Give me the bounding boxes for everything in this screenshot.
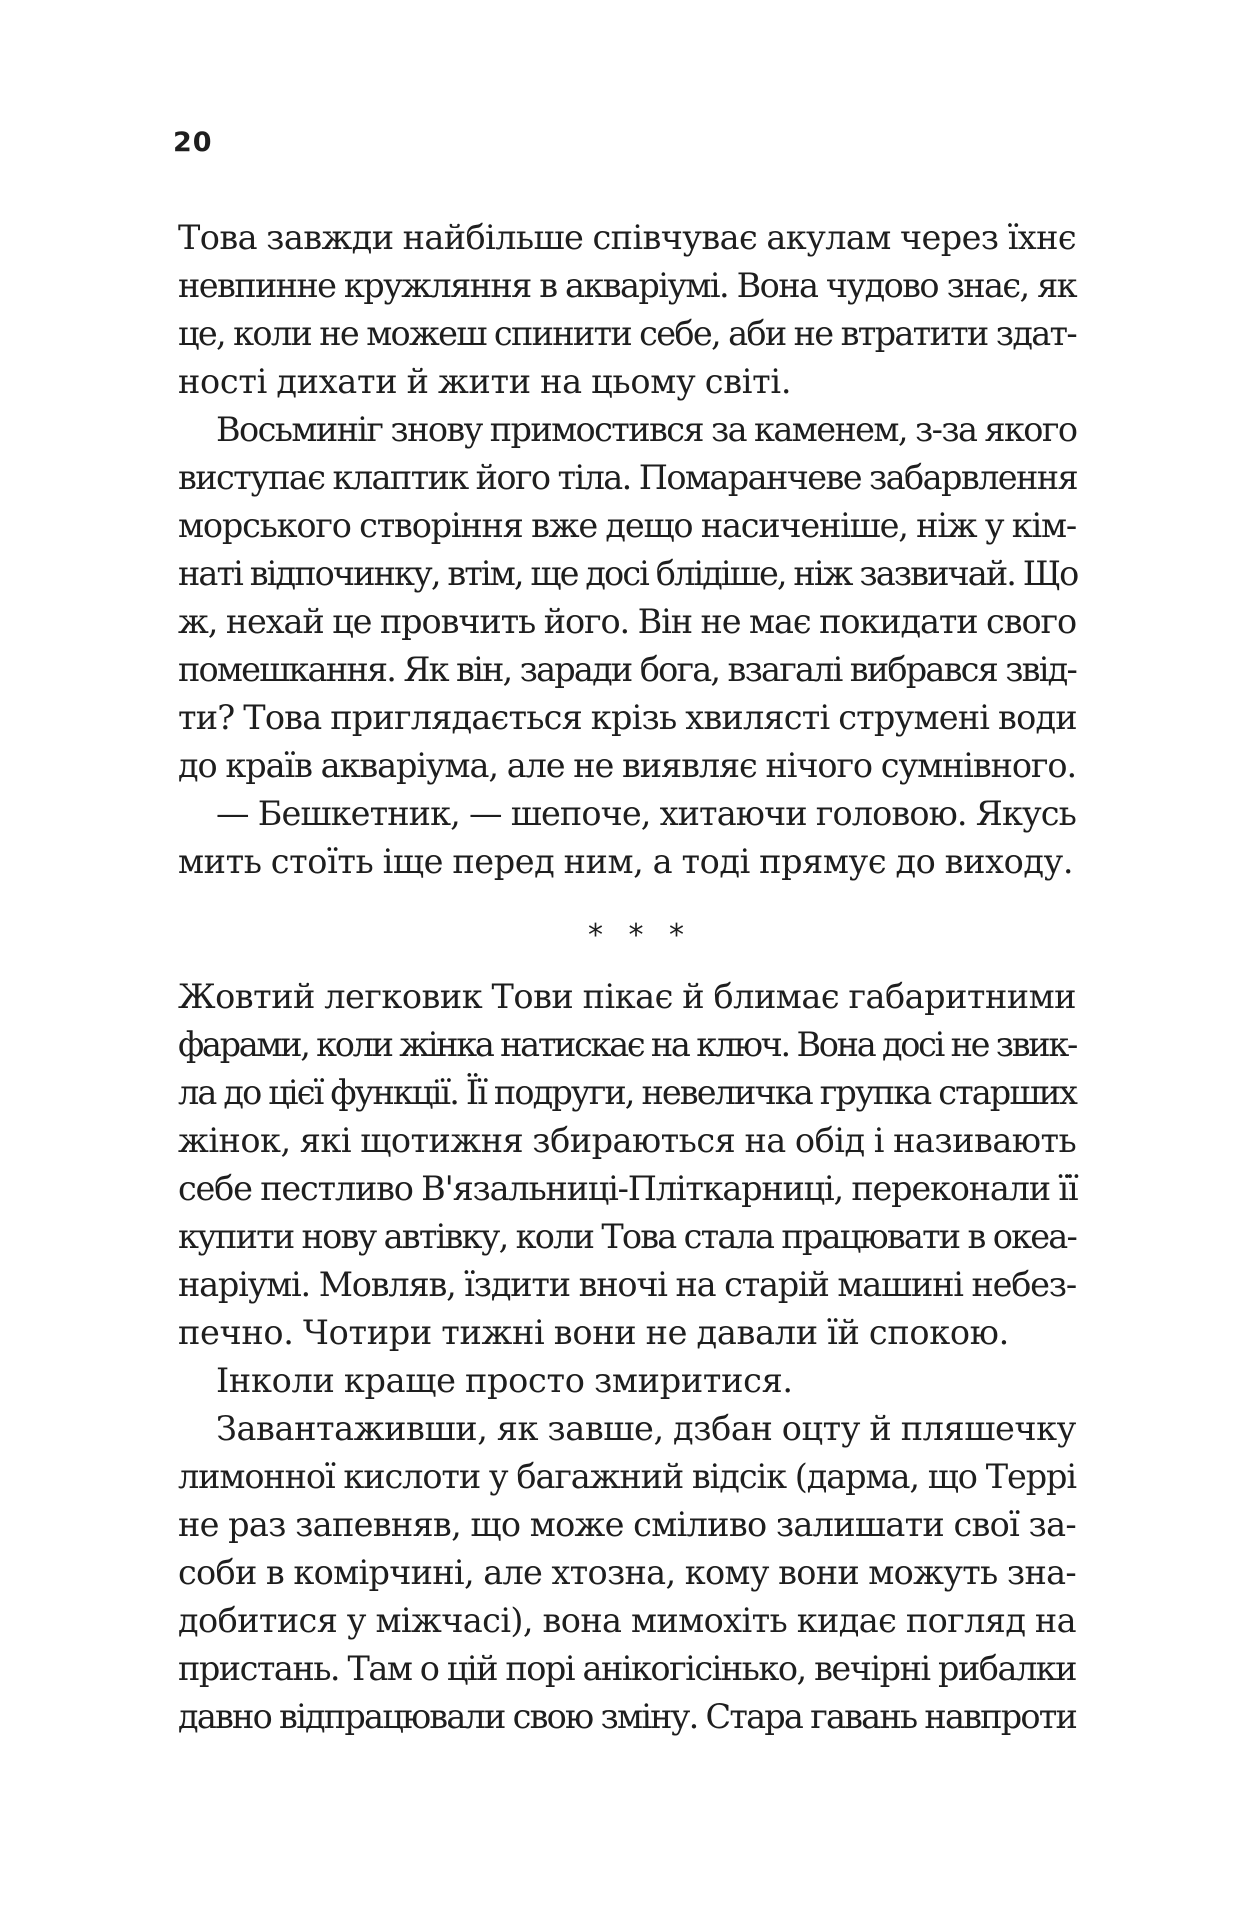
text-line: ності дихати й жити на цьому світі. (178, 362, 792, 401)
section-separator: * * * (587, 918, 693, 953)
text-line: соби в комірчині, але хтозна, кому вони можуть зна- (178, 1553, 1076, 1592)
text-line: Завантаживши, як завше, дзбан оцту й пляшечку (216, 1409, 1076, 1448)
text-line: себе пестливо В'язальниці-Пліткарниці, переконали її (178, 1169, 1078, 1208)
text-line: — Бешкетник, — шепоче, хитаючи головою. Якусь (216, 794, 1076, 833)
text-line: Інколи краще просто змиритися. (216, 1361, 793, 1400)
text-line: фарами, коли жінка натискає на ключ. Вона досі не звик- (178, 1025, 1076, 1064)
text-line: купити нову автівку, коли Това стала працювати в океа- (178, 1217, 1076, 1256)
text-line: морського створіння вже дещо насиченіше, ніж у кім- (178, 506, 1077, 545)
text-line: не раз запевняв, що може сміливо залишати свої за- (178, 1505, 1076, 1544)
text-line: ти? Това приглядається крізь хвилясті струмені води (178, 698, 1077, 737)
text-line: наріумі. Мовляв, їздити вночі на старій машині небез- (178, 1265, 1076, 1304)
page-number: 20 (173, 127, 213, 158)
text-line: лимонної кислоти у багажний відсік (дарма, що Террі (178, 1457, 1076, 1496)
text-line: помешкання. Як він, заради бога, взагалі вибрався звід- (178, 650, 1076, 689)
text-line: добитися у міжчасі), вона мимохіть кидає погляд на (178, 1601, 1076, 1640)
text-line: наті відпочинку, втім, ще досі блідіше, ніж зазвичай. Що (178, 554, 1078, 593)
text-line: Восьминіг знову примостився за каменем, з-за якого (216, 410, 1077, 449)
text-line: жінок, які щотижня збираються на обід і називають (178, 1121, 1077, 1160)
text-line: це, коли не можеш спинити себе, аби не втратити здат- (178, 314, 1076, 353)
text-line: до країв акваріума, але не виявляє нічого сумнівного. (178, 746, 1076, 785)
text-line: пристань. Там о цій порі анікогісінько, вечірні рибалки (178, 1649, 1076, 1688)
section-one-text (178, 214, 1076, 886)
text-line: виступає клаптик його тіла. Помаранчеве забарвлення (178, 458, 1077, 497)
text-line: невпинне кружляння в акваріумі. Вона чудово знає, як (178, 266, 1076, 305)
text-line: давно відпрацювали свою зміну. Стара гавань навпроти (178, 1697, 1076, 1736)
text-line: Жовтий легковик Тови пікає й блимає габаритними (178, 977, 1076, 1016)
section-two-text (178, 973, 1076, 1741)
text-line: мить стоїть іще перед ним, а тоді прямує до виходу. (178, 842, 1074, 881)
text-line: ла до цієї функції. Її подруги, невеличка групка старших (178, 1073, 1076, 1112)
text-line: печно. Чотири тижні вони не давали їй спокою. (178, 1313, 1010, 1352)
text-line: Това завжди найбільше співчуває акулам через їхнє (178, 218, 1076, 257)
text-line: ж, нехай це провчить його. Він не має покидати свого (178, 602, 1077, 641)
